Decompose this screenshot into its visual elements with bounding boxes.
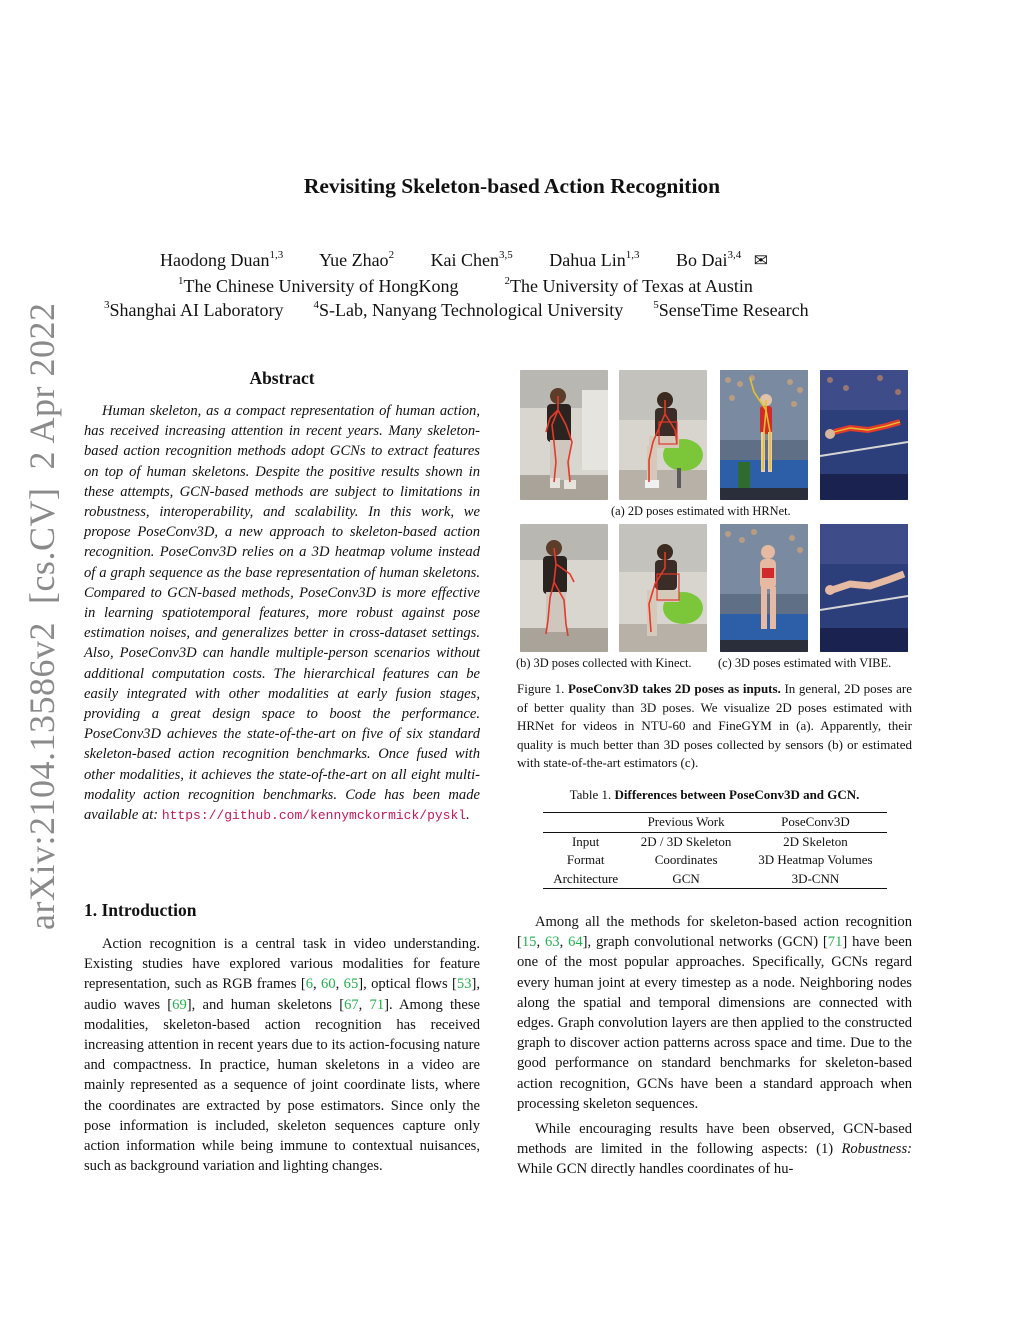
affiliation: $^1$The Chinese University of HongKong xyxy=(178,275,459,296)
table-cell: Format xyxy=(566,852,605,868)
body-paragraph: While encouraging results have been observed, GCN-based methods are limited in the following aspects: (1) Robustness: While GCN directly handles coordinates of hu- xyxy=(517,1121,912,1178)
figure-image-kinect-3d-2 xyxy=(619,524,707,652)
table-caption: Table 1. Differences between PoseConv3D and GCN. xyxy=(569,787,860,802)
table-row xyxy=(543,851,887,870)
figure-image-kinect-2d-1 xyxy=(520,370,608,500)
table-row xyxy=(543,870,887,889)
section-heading: 1. Introduction xyxy=(84,900,197,920)
table-header-cell xyxy=(543,813,628,833)
table-header-cell: Previous Work xyxy=(647,814,725,830)
citation-link[interactable]: 71 xyxy=(369,996,385,1013)
citation-link[interactable]: 64 xyxy=(568,934,583,951)
table-cell: GCN xyxy=(672,870,700,886)
table-header-cell: PoseConv3D xyxy=(781,814,850,830)
right-column-body xyxy=(517,912,912,1180)
figure-image-gym-3d-2 xyxy=(820,524,908,652)
affiliation-line-1 xyxy=(178,276,753,297)
comparison-table xyxy=(543,812,887,889)
table-cell: Coordinates xyxy=(654,852,718,868)
abstract-body: Human skeleton, as a compact representation of human action, has received increasing attention in recent years. Many skeleton-based action recognition methods adopt GCNs to extract features on top of human skeletons. Despite the positive results shown in these attempts, GCN-based methods are subject to limitations in robustness, interoperability, and scalability. In this work, we propose PoseConv3D, a new approach to skeleton-based action recognition. PoseConv3D relies on a 3D heatmap volume instead of a graph sequence as the base representation of human skeletons. Compared to GCN-based methods, PoseConv3D is more effective in learning spatiotemporal features, more robust against pose estimation noises, and generalizes better in cross-dataset settings. Also, PoseConv3D can handle multiple-person scenarios without additional computation costs. The hierarchical features can be easily integrated with other modalities at early fusion stages, providing a great design space to boost the performance. PoseConv3D achieves the state-of-the-art on five of six standard skeleton-based action recognition benchmarks. Once fused with other modalities, it achieves the state-of-the-art on all eight multi-modality action recognition benchmarks. Code has been made available at: https://github.com/kennymckormick/pyskl. xyxy=(84,403,480,824)
figure-caption: Figure 1. PoseConv3D takes 2D poses as inputs. In general, 2D poses are of better quality than 3D poses. We visualize 2D poses estimated with HRNet for videos in NTU-60 and FineGYM in (a). Apparently, their quality is much better than 3D poses collected by sensors (b) or estimated with state-of-the-art estimators (c). xyxy=(517,681,912,770)
subfigure-caption-b: (b) 3D poses collected with Kinect. xyxy=(516,656,692,670)
table-cell: Architecture xyxy=(553,870,619,886)
affiliation-line-2 xyxy=(104,300,809,321)
figure-image-gym-2d-2 xyxy=(820,370,908,500)
citation-link[interactable]: 69 xyxy=(172,996,187,1013)
citation-link[interactable]: 6 xyxy=(305,976,313,993)
figure-image-gym-3d-1 xyxy=(720,524,808,652)
paper-title: Revisiting Skeleton-based Action Recognition xyxy=(303,174,721,198)
affiliation: $^2$The University of Texas at Austin xyxy=(504,275,753,296)
arxiv-stamp xyxy=(20,302,64,930)
figure-image-gym-2d-1 xyxy=(720,370,808,500)
table-header-row xyxy=(543,813,887,833)
table-cell: 2D / 3D Skeleton xyxy=(640,833,732,849)
table-cell: 3D Heatmap Volumes xyxy=(758,852,873,868)
figure-image-kinect-3d-1 xyxy=(520,524,608,652)
citation-link[interactable]: 63 xyxy=(544,934,560,951)
table-cell: 2D Skeleton xyxy=(783,833,848,849)
table-cell: 3D-CNN xyxy=(791,870,840,886)
affiliation: $^4$S-Lab, Nanyang Technological University xyxy=(313,299,624,320)
author: Bo Dai$^{3,4}$ xyxy=(676,249,742,270)
author: Haodong Duan$^{1,3}$ xyxy=(160,249,284,270)
arxiv-category: [cs.CV] xyxy=(22,487,62,605)
affiliation: $^5$SenseTime Research xyxy=(653,299,809,320)
citation-link[interactable]: 15 xyxy=(521,934,537,951)
arxiv-date: 2 Apr 2022 xyxy=(22,302,62,470)
envelope-icon: ✉ xyxy=(753,251,769,270)
author-list xyxy=(160,250,768,271)
affiliation: $^3$Shanghai AI Laboratory xyxy=(104,299,284,320)
author: Dahua Lin$^{1,3}$ xyxy=(549,249,640,270)
abstract-heading: Abstract xyxy=(249,368,315,388)
citation-link[interactable]: 67 xyxy=(344,996,359,1013)
subfigure-caption-c: (c) 3D poses estimated with VIBE. xyxy=(718,656,892,670)
citation-link[interactable]: 65 xyxy=(343,976,359,993)
intro-paragraph: Action recognition is a central task in video understanding. Existing studies have explored various modalities for feature representation, such as RGB frames [6, 60, 65], optical flows [53], audio waves [69], and human skeletons [67, 71]. Among these modalities, skeleton-based action recognition has received increasing attention in recent years due to its action-focusing nature and compactness. In practice, human skeletons in a video are mainly represented as a sequence of joint coordinate lists, where the coordinates are extracted by pose estimators. Since only the pose information is included, skeleton sequences capture only action information while being immune to contextual nuisances, such as background variation and lighting changes. xyxy=(84,936,480,1175)
table-row xyxy=(543,832,887,851)
arxiv-id: arXiv:2104.13586v2 xyxy=(22,622,62,930)
citation-link[interactable]: 53 xyxy=(456,976,472,993)
citation-link[interactable]: 71 xyxy=(827,934,843,951)
body-paragraph: Among all the methods for skeleton-based action recognition [15, 63, 64], graph convolutional networks (GCN) [71] have been one of the most popular approaches. Specifically, GCNs regard every human joint at every timestep as a node. Neighboring nodes along the spatial and temporal dimensions are connected with edges. Graph convolution layers are then applied to the constructed graph to discover action patterns across space and time. Due to the good performance on standard benchmarks for skeleton-based action recognition, GCNs have been a standard approach when processing skeleton sequences. xyxy=(517,914,913,1112)
code-link[interactable]: https://github.com/kennymckormick/pyskl xyxy=(161,808,467,824)
subfigure-caption-a: (a) 2D poses estimated with HRNet. xyxy=(611,504,791,518)
author: Yue Zhao$^2$ xyxy=(319,249,395,270)
figure-image-kinect-2d-2 xyxy=(619,370,707,500)
citation-link[interactable]: 60 xyxy=(321,976,336,993)
table-cell: Input xyxy=(571,833,600,849)
author: Kai Chen$^{3,5}$ xyxy=(430,249,513,270)
